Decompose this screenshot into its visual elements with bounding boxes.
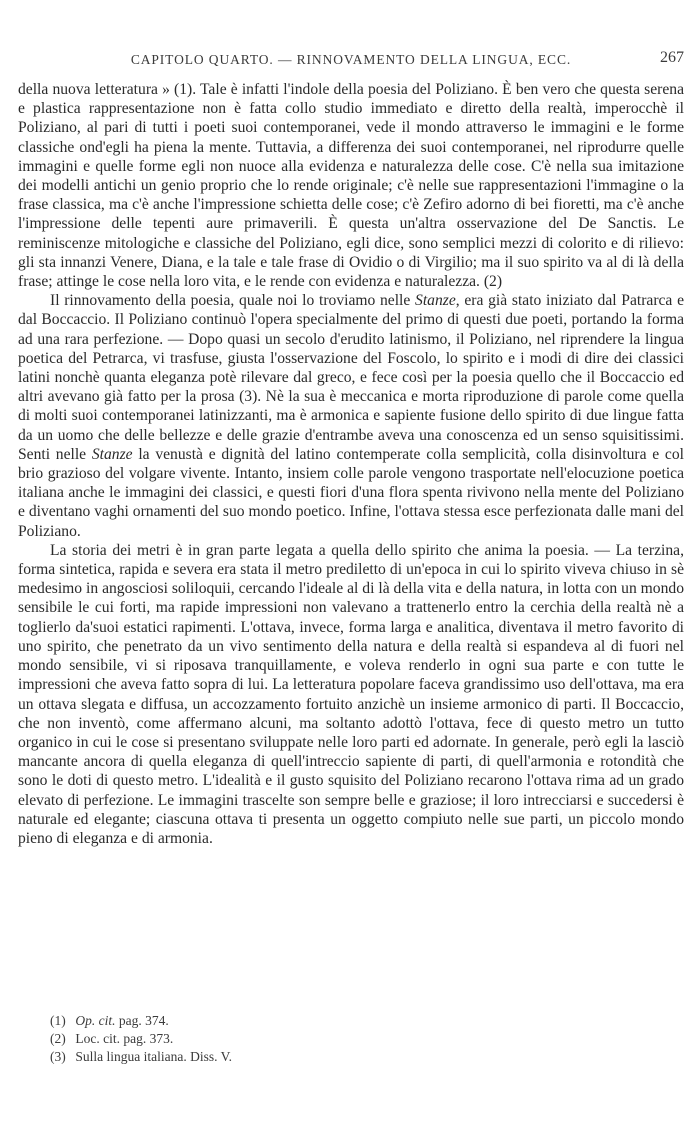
footnote-number: (2)	[50, 1031, 66, 1046]
footnote-2	[50, 1030, 650, 1048]
footnote-text: Sulla lingua italiana. Diss. V.	[75, 1049, 232, 1064]
page-number: 267	[660, 49, 684, 66]
footnote-italic: Op. cit.	[75, 1013, 116, 1028]
paragraph-2	[18, 291, 684, 541]
footnotes	[50, 1012, 650, 1066]
stanze-title: Stanze	[415, 292, 456, 310]
footnote-3	[50, 1048, 650, 1066]
paragraph-2-part-1: Il rinnovamento della poesia, quale noi lo troviamo nelle	[50, 292, 416, 310]
footnote-text: Loc. cit. pag. 373.	[75, 1031, 174, 1046]
paragraph-2-part-2: , era già stato iniziato dal Patrarca e dal Boccaccio. Il Poliziano continuò l'opera specialmente del primo di questi due poeti, portando la forma ad una rara perfezione. — Dopo quasi un secolo d'erudito latinismo, il Poliziano, nel riprendere la lingua poetica del Petrarca, vi trasfuse, giusta l'osservazione del Foscolo, lo spirito e i modi di dire dei classici latini nonchè quanta eleganza potè rilevare dal greco, e fece così per la poesia quello che il Boccaccio ed altri avevano già fatto per la prosa (3). Nè la sua è meccanica e morta riproduzione di parole come quella di molti suoi contemporanei latinizzanti, ma è armonica e sapiente fusione dello spirito di due lingue fatta da un uomo che delle bellezze e delle grazie d'entrambe aveva una conoscenza ed un senso squisitissimi. Senti nelle	[18, 292, 684, 463]
stanze-title: Stanze	[91, 445, 133, 463]
paragraph-3: La storia dei metri è in gran parte legata a quella dello spirito che anima la poesia. — La terzina, forma sintetica, rapida e severa era stata il metro prediletto di un'epoca in cui lo spirito viveva chiuso in sè medesimo in angosciosi soliloquii, cercando l'ideale al di là della vita e della natura, in lotta con un mondo sensibile le cui forti, ma rapide impressioni non valevano a trattenerlo entro la cerchia della realtà nè a toglierlo da'suoi estatici rapimenti. L'ottava, invece, forma larga e analitica, diventava il metro favorito di uno spirito, che penetrato da un vivo sentimento della natura e della realtà si espandeva al di fuori nel mondo sensibile, vi si riposava tranquillamente, e voleva renderlo in ogni sua parte e con tutte le impressioni che aveva fatto sopra di lui. La letteratura popolare faceva grandissimo uso dell'ottava, ma era un ottava slegata e diffusa, un accozzamento fortuito anzichè un insieme armonico di parti. Il Boccaccio, che non inventò, come affermano alcuni, ma soltanto adottò l'ottava, fece di questo metro un tutto organico in cui le cose si presentano sviluppate nelle loro parti ed adornate. In generale, però egli la lasciò mancante ancora di quella eleganza di quell'intreccio sapiente di parti, di quell'armonia e rotondità che sono le doti di questo metro. L'idealità e il gusto squisito del Poliziano recarono l'ottava rima ad un grado elevato di perfezione. Le immagini trascelte son sempre belle e graziose; il loro intrecciarsi e succedersi è naturale ed elegante; ciascuna ottava ti presenta un oggetto compiuto nelle sue parti, un piccolo mondo pieno di eleganza e di armonia.	[18, 541, 684, 847]
body-text	[18, 80, 684, 848]
footnote-number: (1)	[50, 1013, 66, 1028]
footnote-1	[50, 1012, 650, 1030]
paragraph-2-part-3: la venustà e dignità del latino contemperate colla semplicità, colla disinvoltura e col brio grazioso del volgare vivente. Intanto, insiem colle parole vengono trasportate nell'elocuzione poetica italiana anche le immagini dei classici, e questi fiori d'una flora spenta rivivono nella mente del Poliziano e diventano vaghi ornamenti del suo mondo poetico. Infine, l'ottava stessa esce perfezionata dalle mani del Poliziano.	[18, 445, 684, 540]
page-header	[18, 49, 684, 74]
paragraph-1: della nuova letteratura » (1). Tale è infatti l'indole della poesia del Poliziano. È ben vero che questa serena e plastica rappresentazione non è fatta collo studio immediato e diretto della realtà, imperocchè il Poliziano, al pari di tutti i poeti suoi contemporanei, vede il mondo attraverso le immagini e le forme classiche ond'egli ha piena la mente. Tuttavia, a differenza dei suoi contemporanei, nel riprodurre quelle immagini e quelle forme egli non nuoce alla evidenza e naturalezza delle cose. C'è nella sua imitazione dei modelli antichi un genio proprio che lo rende originale; c'è nelle sue rappresentazioni l'immagine o la frase classica, ma c'è anche l'impressione schietta delle cose; c'è Zefiro adorno di bei fioretti, ma c'è anche l'impressione delle tepenti aure primaverili. È questa un'altra osservazione del De Sanctis. Le reminiscenze mitologiche e classiche del Poliziano, egli dice, sono semplici mezzi di colorito e di rilievo: gli sta innanzi Venere, Diana, e la tale e tale frase di Ovidio o di Virgilio; ma il suo spirito va al di là della frase; attinge le cose nella loro vita, e le rende con evidenza e naturalezza. (2)	[18, 81, 684, 291]
footnote-text: pag. 374.	[115, 1013, 169, 1028]
footnote-number: (3)	[50, 1049, 66, 1064]
running-head: CAPITOLO QUARTO. — RINNOVAMENTO DELLA LINGUA, ECC.	[130, 52, 572, 67]
